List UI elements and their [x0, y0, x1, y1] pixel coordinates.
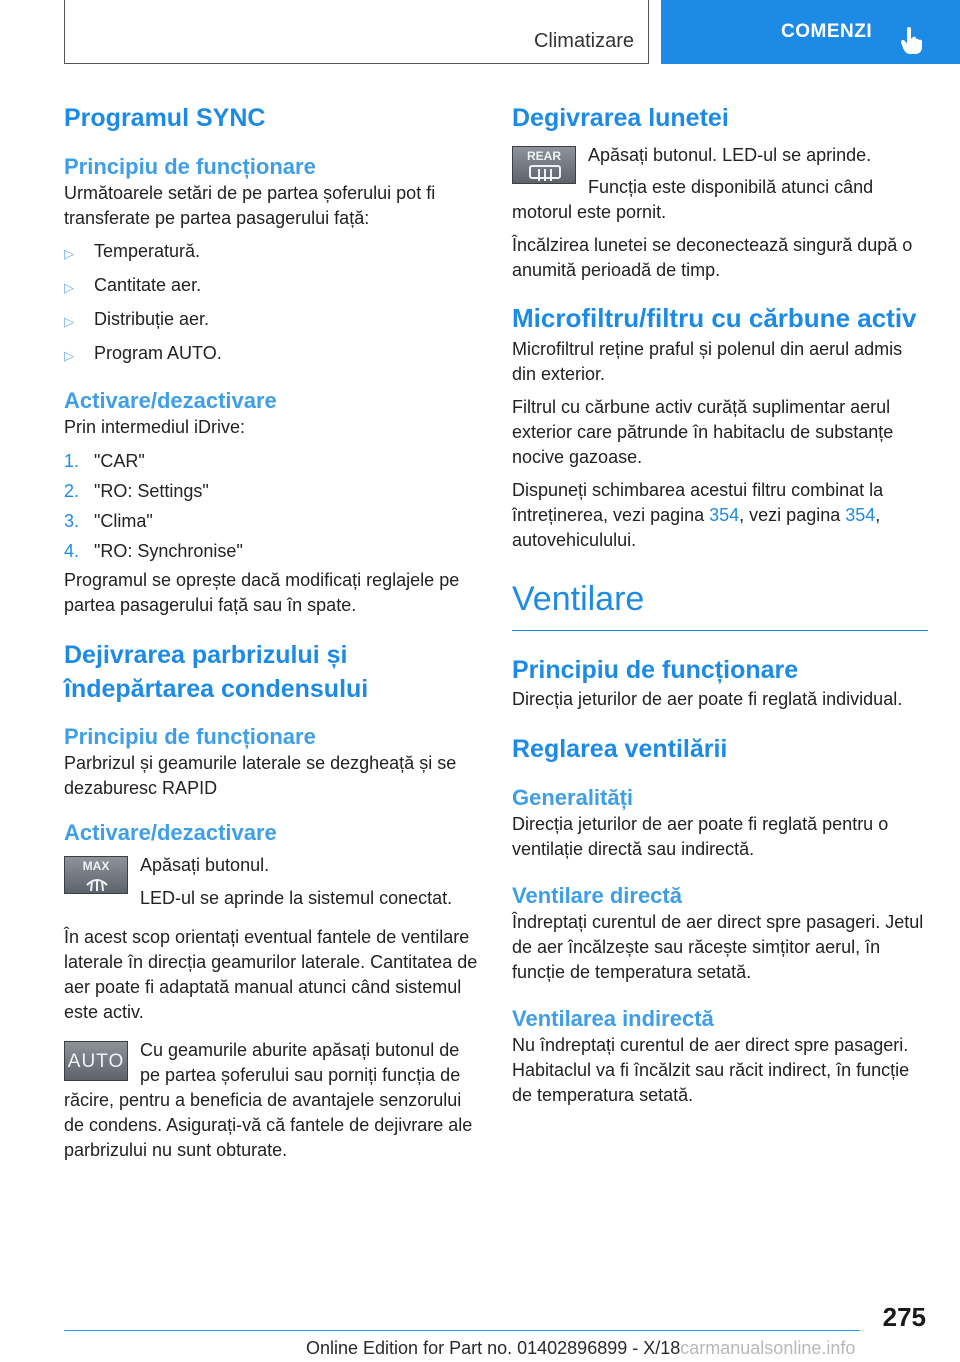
filter-text-3: Dispuneți schimbarea acestui filtru combinat la întreținerea, vezi pagina 354, vezi pagina 354, autovehiculului. — [512, 480, 884, 550]
max-text-2: LED-ul se aprinde la sistemul conectat. — [140, 888, 453, 908]
defrost-principle-title: Principiu de funcționare — [64, 724, 316, 749]
filter-text-1: Microfiltrul reține praful și polenul din aerul admis din exterior. — [512, 339, 903, 384]
page-link[interactable]: 354 — [709, 505, 740, 525]
tab-label: COMENZI — [781, 21, 873, 42]
edition-text: Online Edition for Part no. 01402896899 - X/18 — [306, 1338, 681, 1358]
rear-defrost-title: Degivrarea lunetei — [512, 104, 729, 132]
filter-title: Microfiltru/filtru cu cărbune activ — [512, 303, 917, 333]
rear-button-block — [512, 143, 928, 225]
bullet-triangle-icon: ▷ — [64, 246, 74, 261]
bullet-triangle-icon: ▷ — [64, 280, 74, 295]
tab-comenzi[interactable] — [661, 0, 960, 64]
list-item: ▷ Temperatură. — [64, 239, 480, 266]
direct-title: Ventilare directă — [512, 883, 682, 908]
direct-text: Îndreptați curentul de aer direct spre pasageri. Jetul de aer încălzește sau răcește simțitor aerul, în funcție de temperatura setată. — [512, 912, 924, 982]
max-defrost-button-icon: MAX — [64, 856, 128, 894]
list-item: ▷ Cantitate aer. — [64, 273, 480, 300]
list-item: 2. "RO: Settings" — [64, 481, 209, 501]
hand-pointer-icon — [899, 26, 925, 56]
footer-edition — [306, 1338, 855, 1359]
page-link[interactable]: 354 — [845, 505, 876, 525]
vent-principle-title: Principiu de funcționare — [512, 656, 799, 684]
sync-stop-text: Programul se oprește dacă modificați reglajele pe partea pasagerului față sau în spate. — [64, 570, 460, 615]
list-item: ▷ Program AUTO. — [64, 341, 480, 368]
indirect-text: Nu îndreptați curentul de aer direct spre pasageri. Habitaclul va fi încălzit sau răcit indirect, în funcție de temperatura setată. — [512, 1035, 910, 1105]
max-button-block — [64, 853, 480, 911]
sync-title: Programul SYNC — [64, 104, 266, 132]
orient-text: În acest scop orientați eventual fantele de ventilare laterale în direcția geamurilor laterale. Cantitatea de aer poate fi adaptată manual atunci când sistemul este activ. — [64, 927, 478, 1022]
activation-title: Activare/dezactivare — [64, 388, 277, 413]
sync-bullet-list — [64, 239, 480, 368]
rear-text-1: Apăsați butonul. LED-ul se aprinde. — [588, 145, 872, 165]
page-number: 275 — [882, 1302, 926, 1332]
rear-text-2: Funcția este disponibilă atunci când motorul este pornit. — [512, 177, 874, 222]
ventilation-title: Ventilare — [512, 580, 645, 618]
list-item: 4. "RO: Synchronise" — [64, 541, 243, 561]
list-item: ▷ Distribuție aer. — [64, 307, 480, 334]
vent-adjust-title: Reglarea ventilării — [512, 735, 728, 763]
general-title: Generalități — [512, 785, 634, 810]
section-title: Climatizare — [533, 30, 634, 52]
activation-intro: Prin intermediul iDrive: — [64, 417, 246, 437]
defrost-title: Dejivrarea parbrizului și îndepărtarea condensului — [64, 641, 369, 703]
auto-text: Cu geamurile aburite apăsați butonul de pe partea șoferului sau porniți funcția de răcire, pentru a beneficia de avantajele senzorului de condens. Asigurați-vă că fantele de dejivrare ale parbrizului nu sunt obturate. — [64, 1040, 473, 1160]
rear-defrost-button-icon: REAR — [512, 146, 576, 184]
watermark: carmanualsonline.info — [680, 1338, 856, 1358]
vent-principle-text: Direcția jeturilor de aer poate fi reglată individual. — [512, 689, 903, 709]
list-item: 3. "Clima" — [64, 511, 153, 531]
bullet-triangle-icon: ▷ — [64, 314, 74, 329]
indirect-title: Ventilarea indirectă — [512, 1006, 714, 1031]
general-text: Direcția jeturilor de aer poate fi reglată pentru o ventilație directă sau indirectă. — [512, 814, 889, 859]
defrost-principle-text: Parbrizul și geamurile laterale se dezgheață și se dezaburesc RAPID — [64, 753, 457, 798]
filter-text-2: Filtrul cu cărbune activ curăță suplimentar aerul exterior care pătrunde în habitaclu de substanțe nocive gazoase. — [512, 397, 894, 467]
max-text-1: Apăsați butonul. — [140, 855, 270, 875]
bullet-triangle-icon: ▷ — [64, 348, 74, 363]
auto-button-block — [64, 1038, 480, 1163]
defrost-activation-title: Activare/dezactivare — [64, 820, 277, 845]
sync-principle-title: Principiu de funcționare — [64, 154, 316, 179]
auto-button-icon: AUTO — [64, 1041, 128, 1081]
rear-text-3: Încălzirea lunetei se deconectează singură după o anumită perioadă de timp. — [512, 235, 913, 280]
header-section-box — [64, 0, 649, 64]
list-item: 1. "CAR" — [64, 451, 145, 471]
ventilation-heading — [512, 577, 928, 631]
left-column — [64, 100, 480, 1163]
right-column — [512, 100, 928, 1108]
steps-list — [64, 449, 480, 564]
footer-rule — [64, 1330, 860, 1331]
sync-principle-text: Următoarele setări de pe partea șoferului pot fi transferate pe partea pasagerului față: — [64, 183, 436, 228]
